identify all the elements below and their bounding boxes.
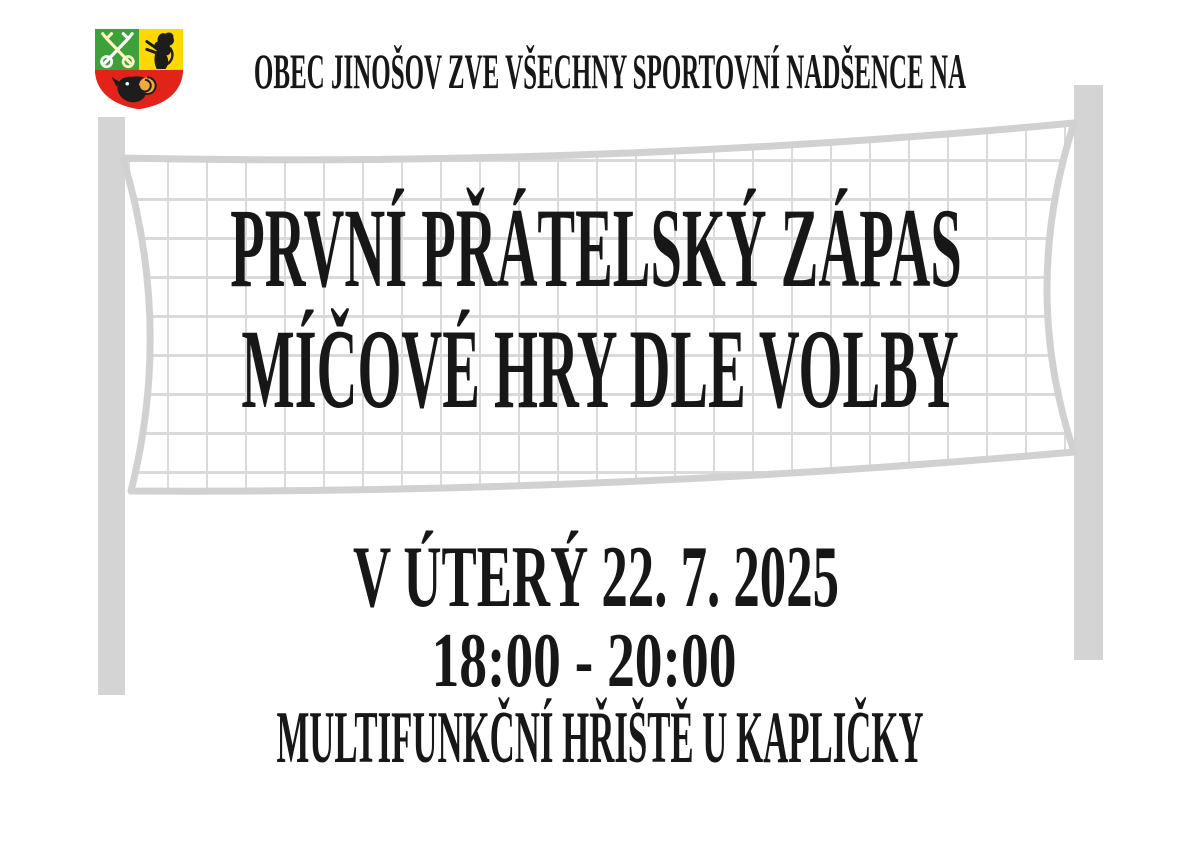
event-title-line-1: PRVNÍ PŘÁTELSKÝ ZÁPAS <box>230 186 962 311</box>
event-title-line-2: MÍČOVÉ HRY DLE VOLBY <box>241 307 959 432</box>
emblem-shield <box>95 29 183 109</box>
jinosov-coat-of-arms <box>88 25 190 113</box>
event-date-text: V ÚTERÝ 22. 7. 2025 <box>352 529 840 626</box>
event-venue-text: MULTIFUNKČNÍ HŘIŠTĚ U KAPLIČKY <box>276 697 924 779</box>
net-right-pole <box>1074 85 1103 660</box>
header-invitation-text: OBEC JINOŠOV ZVE VŠECHNY SPORTOVNÍ NADŠENCE NA <box>253 43 967 99</box>
net-left-pole <box>98 117 125 695</box>
event-time-text: 18:00 - 20:00 <box>431 617 737 703</box>
